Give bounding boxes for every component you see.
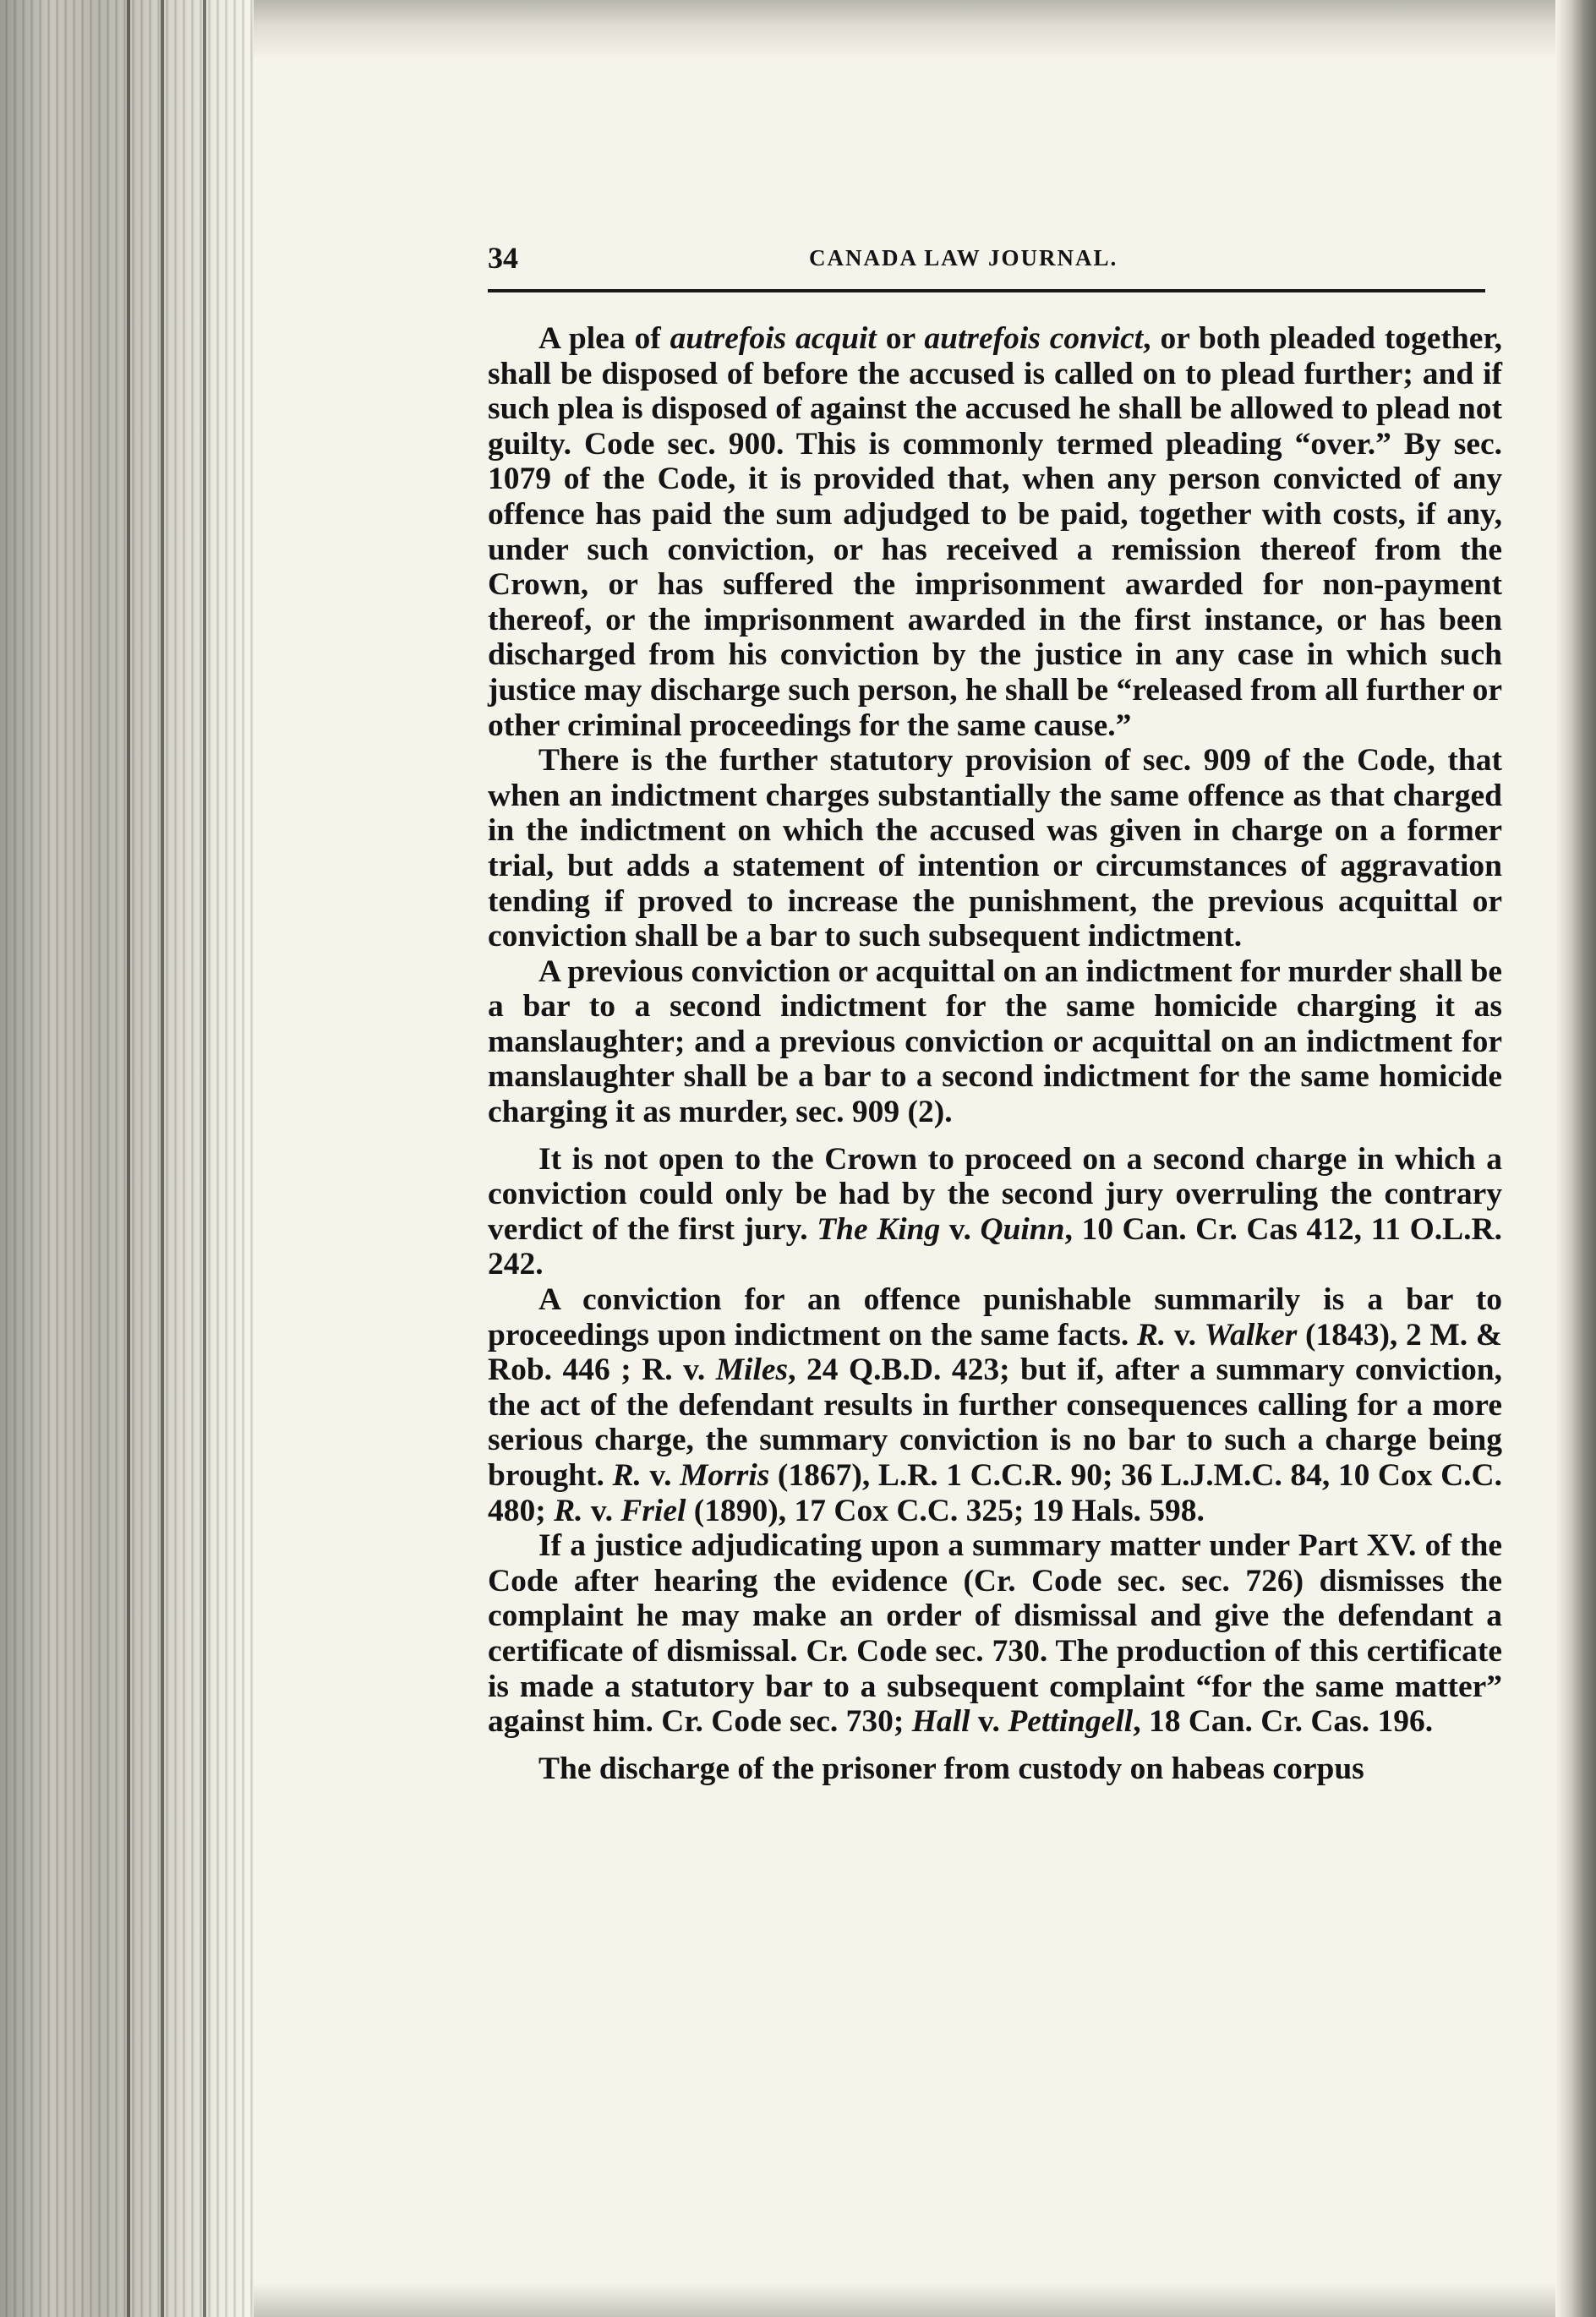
italic-text: Morris [680,1458,770,1493]
gutter-line [203,0,206,2317]
text-run: v. [641,1458,680,1493]
italic-text: Walker [1204,1317,1298,1352]
italic-text: Quinn [980,1211,1065,1247]
text-run: There is the further statutory provision of sec. 909 of the Code, that when an indictment charges substantially the same offence as that charged in the indictment on which the accused was given in charge on a former trial, but adds a statement of intention or circumstances of aggravation tending if proved to increase the punishment, the previous acquittal or conviction shall be a bar to such subsequent indictment. [488,743,1502,954]
text-run: v. [1166,1317,1205,1352]
text-run: A conviction for an offence punishable summarily is a bar to proceedings upon indictment on the same facts. [488,1282,1502,1352]
paragraph [488,1282,1502,1528]
text-run: , 10 Can. Cr. Cas 412, 11 O.L.R. 242. [488,1211,1502,1282]
text-run: It is not open to the Crown to proceed on a second charge in which a conviction could only be had by the second jury overruling the contrary verdict of the first jury. [488,1141,1502,1247]
text-run: A plea of [538,321,670,356]
text-run: The discharge of the prisoner from custody on habeas corpus [538,1751,1364,1786]
italic-text: R. [612,1458,642,1493]
scan-edge-right [1555,0,1596,2317]
text-run: (1843), 2 M. & Rob. 446 ; R. v. [488,1317,1502,1388]
page-number: 34 [488,241,518,275]
paragraph [488,743,1502,954]
body-text [488,321,1502,1786]
journal-page [488,238,1503,1786]
scan-edge-bottom [254,2283,1555,2317]
italic-text: Hall [911,1704,970,1740]
italic-text: autrefois acquit [670,321,877,356]
italic-text: R. [1136,1317,1167,1352]
italic-text: autrefois convict [924,321,1144,356]
journal-title: CANADA LAW JOURNAL. [809,245,1118,270]
text-run: (1890), 17 Cox C.C. 325; 19 Hals. 598. [686,1493,1205,1528]
gutter-line [161,0,164,2317]
italic-text: Pettingell [1008,1704,1134,1740]
italic-text: Miles [715,1352,789,1388]
paragraph [488,321,1502,743]
scan-edge-top [254,0,1555,59]
italic-text: R. [554,1493,583,1528]
text-run: (1867), L.R. 1 C.C.R. 90; 36 L.J.M.C. 84, 10 Cox C.C. 480; [488,1458,1502,1528]
text-run: If a justice adjudicating upon a summary matter under Part XV. of the Code after hearing the evidence (Cr. Code sec. sec. 726) dismisses the complaint he may make an order of dismissal and give the defendant a certificate of dismissal. Cr. Code sec. 730. The production of this certificate is made a statutory bar to a subsequent complaint “for the same matter” against him. Cr. Code sec. 730; [488,1528,1502,1740]
paragraph [488,1142,1502,1282]
text-run: v. [582,1493,621,1528]
running-head [488,238,1502,279]
italic-text: The King [817,1211,941,1247]
text-run: v. [970,1704,1008,1740]
paragraph [488,954,1502,1130]
italic-text: Friel [620,1493,686,1528]
text-run: , or both pleaded together, shall be disposed of before the accused is called on to plead further; and if such plea is disposed of against the accused he shall be allowed to plead not guilty. Code sec. 900. This is commonly termed pleading “over.” By sec. 1079 of the Code, it is provided that, when any person convicted of any offence has paid the sum adjudged to be paid, together with costs, if any, under such conviction, or has received a remission thereof from the Crown, or has suffered the imprisonment awarded for non-payment thereof, or the imprisonment awarded in the first instance, or has been discharged from his conviction by the justice in any case in which such justice may discharge such person, he shall be “released from all further or other criminal proceedings for the same cause.” [488,321,1503,743]
text-run: or [876,321,925,356]
paragraph [488,1751,1502,1787]
text-run: v. [940,1211,981,1247]
text-run: , 24 Q.B.D. 423; but if, after a summary conviction, the act of the defendant results in further consequences calling for a more serious charge, the summary conviction is no bar to such a charge being brought. [488,1352,1503,1493]
header-rule [488,289,1485,292]
gutter-line [127,0,130,2317]
text-run: A previous conviction or acquittal on an indictment for murder shall be a bar to a second indictment for the same homicide charging it as manslaughter; and a previous conviction or acquittal on an indictment for manslaughter shall be a bar to a second indictment for the same homicide charging it as murder, sec. 909 (2). [488,954,1502,1130]
paragraph [488,1528,1502,1740]
text-run: , 18 Can. Cr. Cas. 196. [1133,1704,1434,1740]
